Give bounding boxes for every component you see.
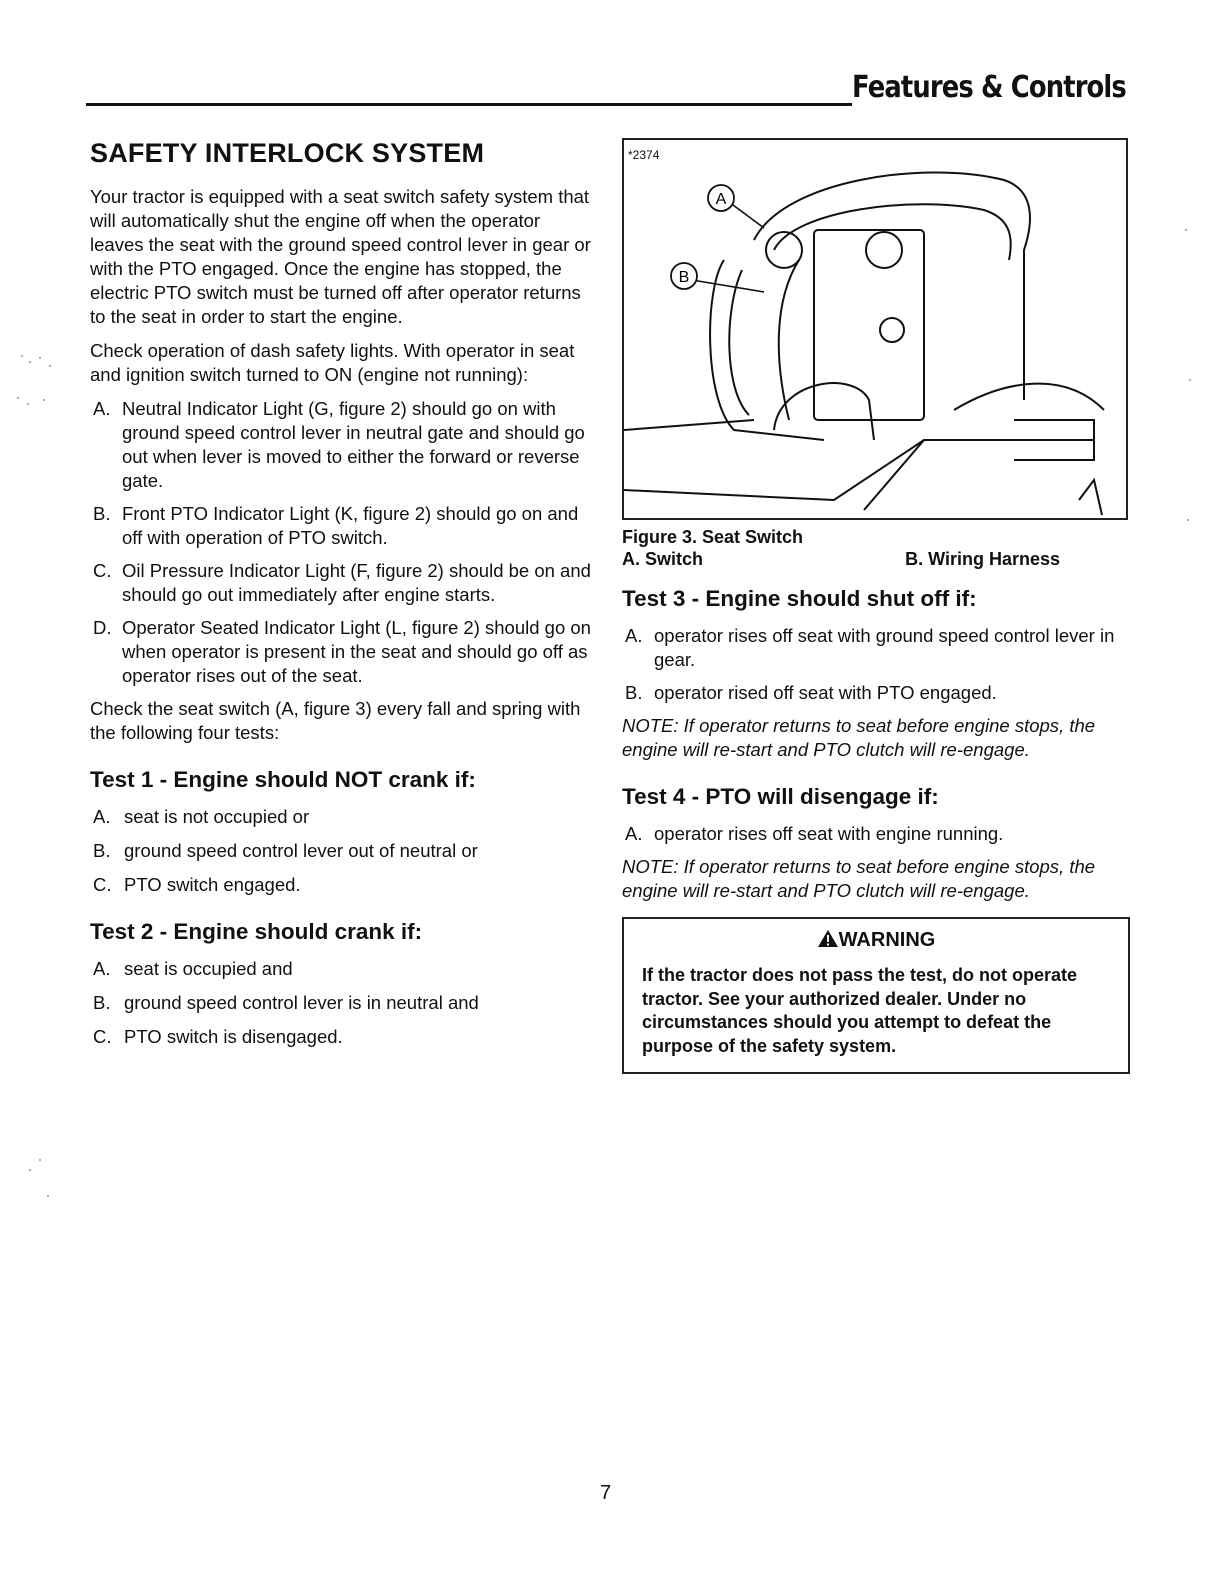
test2-heading: Test 2 - Engine should crank if: [90, 919, 423, 944]
test3-heading: Test 3 - Engine should shut off if: [622, 586, 977, 611]
list-item: B. operator rised off seat with PTO engaged. [625, 682, 997, 703]
test1-list [90, 805, 598, 897]
list-item: B. Front PTO Indicator Light (K, figure 2) should go on and off with operation of PTO switch. [93, 503, 579, 548]
list-item: A. seat is not occupied or [93, 806, 310, 827]
list-item: B. ground speed control lever is in neutral and [93, 992, 479, 1013]
left-column [90, 138, 598, 1059]
warning-triangle-icon [817, 929, 839, 948]
callout-b-label: B [678, 269, 690, 286]
test4-heading: Test 4 - PTO will disengage if: [622, 784, 939, 809]
test3-note: NOTE: If operator returns to seat before engine stops, the engine will re-start and PTO clutch will re-engage. [622, 715, 1096, 760]
list-item: A. seat is occupied and [93, 958, 293, 979]
figure-legend [622, 549, 1130, 570]
list-item: C. PTO switch is disengaged. [93, 1026, 343, 1047]
legend-wiring-harness: B. Wiring Harness [905, 549, 1060, 569]
legend-switch: A. Switch [622, 549, 704, 569]
warning-text: If the tractor does not pass the test, do not operate tractor. See your authorized dealer. Under no circumstances should you attempt to defeat the purpose of the safety system. [642, 965, 1078, 1056]
test2-list [90, 957, 598, 1049]
figure-caption: Figure 3. Seat Switch [622, 527, 804, 547]
page-title: SAFETY INTERLOCK SYSTEM [90, 138, 485, 168]
callout-a-label: A [715, 191, 727, 208]
check-lights-paragraph: Check operation of dash safety lights. With operator in seat and ignition switch turned to ON (engine not running): [90, 340, 575, 385]
test1-heading: Test 1 - Engine should NOT crank if: [90, 767, 476, 792]
page-number: 7 [600, 1482, 612, 1504]
list-item: A. Neutral Indicator Light (G, figure 2) should go on with ground speed control lever in neutral gate and should go out when lever is moved to either the forward or reverse gate. [93, 398, 585, 491]
test3-list [622, 624, 1130, 705]
check-switch-paragraph: Check the seat switch (A, figure 3) every fall and spring with the following four tests: [90, 698, 581, 743]
seat-switch-figure [622, 138, 1128, 520]
header-rule [86, 103, 852, 106]
intro-paragraph: Your tractor is equipped with a seat switch safety system that will automatically shut the engine off when the operator leaves the seat with the ground speed control lever in gear or with the PTO engaged. Once the engine has stopped, the electric PTO switch must be turned off after operator returns to the seat in order to start the engine. [90, 186, 591, 327]
warning-box [622, 917, 1130, 1074]
list-item: A. operator rises off seat with ground speed control lever in gear. [625, 625, 1115, 670]
list-item: C. Oil Pressure Indicator Light (F, figure 2) should be on and should go out immediately after engine starts. [93, 560, 591, 605]
test4-list [622, 822, 1130, 846]
seat-switch-illustration [624, 140, 1126, 518]
figure-id: *2374 [628, 148, 660, 162]
test4-note: NOTE: If operator returns to seat before engine stops, the engine will re-start and PTO clutch will re-engage. [622, 856, 1096, 901]
section-title: Features & Controls [852, 70, 1126, 105]
warning-title: WARNING [642, 929, 1110, 952]
list-item: B. ground speed control lever out of neutral or [93, 840, 478, 861]
list-item: C. PTO switch engaged. [93, 874, 301, 895]
list-item: D. Operator Seated Indicator Light (L, figure 2) should go on when operator is present in the seat and should go off as operator rises out of the seat. [93, 617, 591, 686]
right-column [622, 138, 1130, 1074]
list-item: A. operator rises off seat with engine running. [625, 823, 1004, 844]
lights-list [90, 397, 598, 688]
